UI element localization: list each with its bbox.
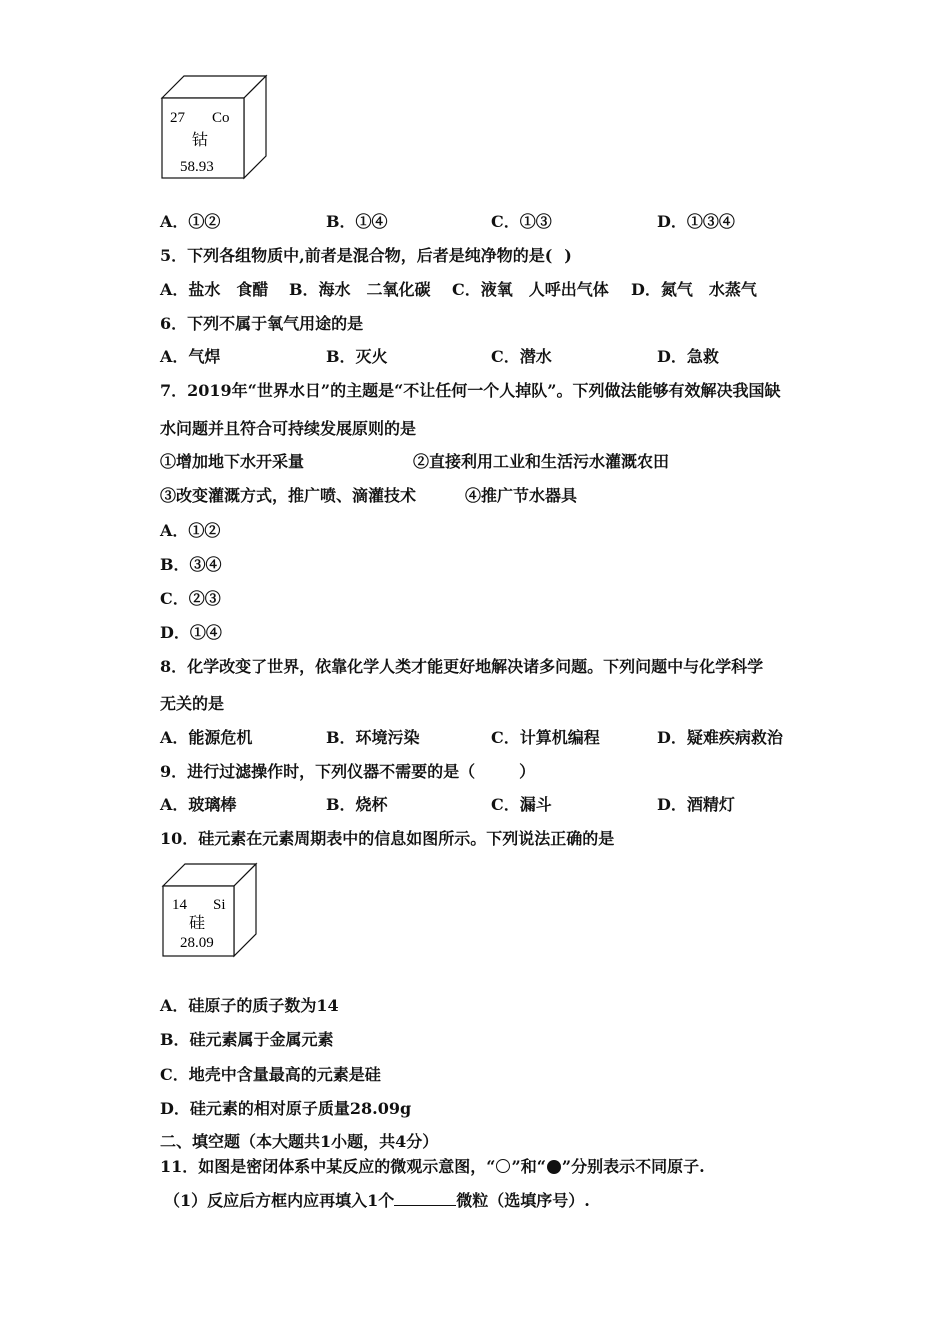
q4-option-a: A．①② [160, 212, 221, 231]
cobalt-name: 钴 [192, 132, 209, 149]
q7-item-3: ③改变灌溉方式，推广喷、滴灌技术 [160, 486, 417, 505]
q5-option-d: D．氮气 水蒸气 [631, 280, 757, 299]
q8-option-d: D．疑难疾病救治 [657, 728, 783, 747]
q7-stem-line2: 水问题并且符合可持续发展原则的是 [160, 419, 417, 438]
silicon-element-cube [160, 862, 260, 960]
silicon-atomic-mass: 28.09 [180, 935, 214, 951]
q9-option-b: B．烧杯 [326, 795, 388, 814]
q10-option-d: D．硅元素的相对原子质量28.09g [160, 1099, 412, 1118]
silicon-symbol: Si [213, 897, 226, 913]
q11-sub1-part-b: 微粒（选填序号）. [456, 1191, 590, 1210]
q11-stem-part-a: 11．如图是密闭体系中某反应的微观示意图，“ [160, 1157, 496, 1176]
cobalt-atomic-mass: 58.93 [180, 159, 214, 175]
white-atom-icon [496, 1159, 510, 1173]
silicon-name: 硅 [189, 915, 206, 932]
q9-option-d: D．酒精灯 [657, 795, 735, 814]
q5-option-a: A．盐水 食醋 [160, 280, 269, 299]
q11-sub1-part-a: （1）反应后方框内应再填入1个 [164, 1191, 395, 1210]
cobalt-element-cube [158, 74, 270, 182]
q9-stem-text: 9．进行过滤操作时，下列仪器不需要的是（ [160, 762, 476, 781]
q9-option-a: A．玻璃棒 [160, 795, 237, 814]
q9-option-c: C．漏斗 [491, 795, 552, 814]
cobalt-symbol: Co [212, 110, 230, 126]
q5-option-b: B．海水 二氧化碳 [289, 280, 431, 299]
q9-stem-close: ） [519, 762, 536, 781]
q6-option-a: A．气焊 [160, 347, 221, 366]
q8-option-a: A．能源危机 [160, 728, 253, 747]
q7-option-c: C．②③ [160, 589, 221, 608]
q6-option-b: B．灭火 [326, 347, 388, 366]
q8-option-c: C．计算机编程 [491, 728, 600, 747]
q4-option-c: C．①③ [491, 212, 552, 231]
black-atom-icon [547, 1160, 561, 1174]
q7-stem-line1: 7．2019年“世界水日”的主题是“不让任何一个人掉队”。下列做法能够有效解决我国缺 [160, 381, 781, 400]
q11-stem-part-b: ”和“ [511, 1157, 546, 1176]
q7-item-4: ④推广节水器具 [465, 486, 578, 505]
q4-option-b: B．①④ [326, 212, 388, 231]
cobalt-atomic-number: 27 [170, 110, 185, 126]
q6-option-d: D．急救 [657, 347, 719, 366]
q11-subquestion-1 [164, 1191, 590, 1211]
q5-stem-text: 5．下列各组物质中,前者是混合物，后者是纯净物的是( [160, 246, 553, 265]
q5-stem-close: ) [564, 246, 572, 265]
q11-stem [160, 1157, 705, 1177]
q10-option-a: A．硅原子的质子数为14 [160, 996, 339, 1015]
q8-stem-line1: 8．化学改变了世界，依靠化学人类才能更好地解决诸多问题。下列问题中与化学科学 [160, 657, 764, 676]
q5-stem [160, 246, 572, 266]
q9-stem [160, 762, 535, 782]
q6-option-c: C．潜水 [491, 347, 552, 366]
q7-item-2: ②直接利用工业和生活污水灌溉农田 [413, 452, 670, 471]
q10-option-c: C．地壳中含量最高的元素是硅 [160, 1065, 381, 1084]
answer-blank[interactable] [394, 1191, 456, 1206]
q7-item-1: ①增加地下水开采量 [160, 452, 305, 471]
q7-option-b: B．③④ [160, 555, 222, 574]
q8-option-b: B．环境污染 [326, 728, 420, 747]
q4-option-d: D．①③④ [657, 212, 735, 231]
q8-stem-line2: 无关的是 [160, 694, 225, 713]
q7-option-d: D．①④ [160, 623, 222, 642]
q7-option-a: A．①② [160, 521, 221, 540]
section2-title: 二、填空题（本大题共1小题，共4分） [160, 1132, 439, 1151]
q5-option-c: C．液氧 人呼出气体 [452, 280, 609, 299]
q11-stem-part-c: ”分别表示不同原子. [561, 1157, 705, 1176]
silicon-atomic-number: 14 [172, 897, 187, 913]
q10-stem: 10．硅元素在元素周期表中的信息如图所示。下列说法正确的是 [160, 829, 615, 848]
q6-stem: 6．下列不属于氧气用途的是 [160, 314, 364, 333]
q10-option-b: B．硅元素属于金属元素 [160, 1030, 334, 1049]
